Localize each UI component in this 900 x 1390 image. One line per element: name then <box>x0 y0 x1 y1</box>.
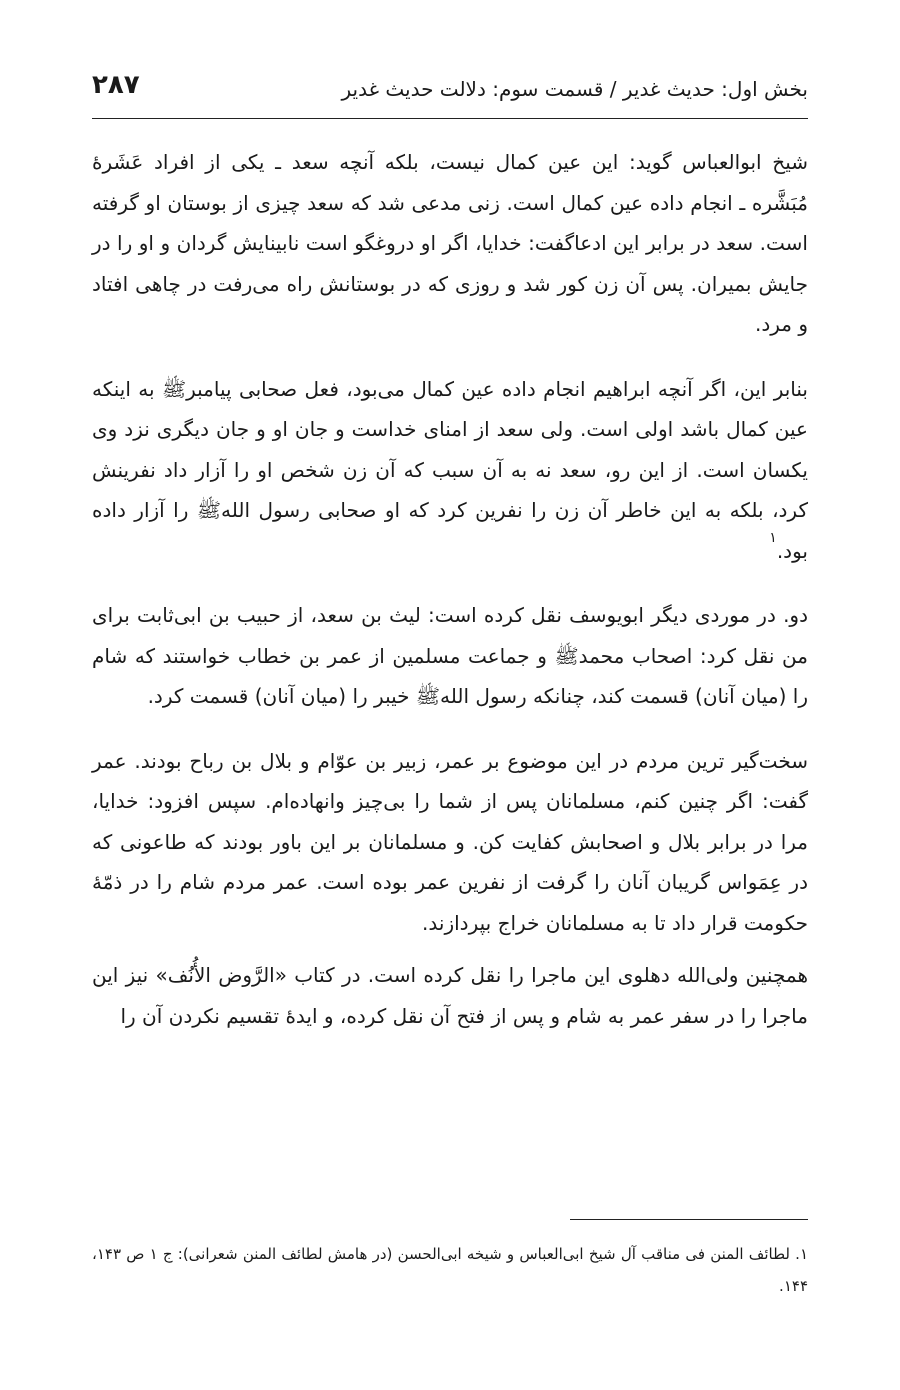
footnote-rule <box>570 1219 808 1220</box>
main-text <box>92 142 808 1060</box>
paragraph-3: دو. در موردی دیگر ابویوسف نقل کرده است: لیث بن سعد، از حبیب بن ابی‌ثابت برای من نقل کرد: اصحاب محمدﷺ و جماعت مسلمین از عمر بن خطاب خواستند که شام را (میان آنان) قسمت کند، چنانکه رسول اللهﷺ خیبر را (میان آنان) قسمت کرد. <box>92 603 808 708</box>
running-header <box>92 66 808 116</box>
paragraph-1: شیخ ابوالعباس گوید: این عین کمال نیست، بلکه آنچه سعد ـ یکی از افراد عَشَرهٔ مُبَشَّره ـ انجام داده عین کمال است. زنی مدعی شد که سعد چیزی از بوستان او گرفته است. سعد در برابر این ادعاگفت: خدایا، اگر او دروغگو است نابینایش گردان و او را در جایش بمیران. پس آن زن کور شد و روزی که در بوستانش راه می‌رفت در چاهی افتاد و مرد. <box>92 150 808 336</box>
running-title: بخش اول: حدیث غدیر / قسمت سوم: دلالت حدیث غدیر <box>341 77 808 101</box>
header-rule <box>92 118 808 119</box>
footnote: ۱. لطائف المنن فی مناقب آل شیخ ابی‌العباس و شیخه ابی‌الحسن (در هامش لطائف المنن شعرانی): ج ۱ ص ۱۴۳، ۱۴۴. <box>92 1245 808 1295</box>
page-number: ۲۸۷ <box>92 70 140 100</box>
paragraph-2-text: بنابر این، اگر آنچه ابراهیم انجام داده عین کمال می‌بود، فعل صحابی پیامبرﷺ به اینکه عین کمال باشد اولی است. ولی سعد از امنای خداست و جان او و جان دیگری نزد وی یکسان است. از این رو، سعد نه به آن سبب که آن زن شخص او را آزار داد نفرینش کرد، بلکه به این خاطر آن زن را نفرین کرد که او صحابی رسول اللهﷺ را آزار داده بود. <box>92 376 808 563</box>
paragraph-4: سخت‌گیر ترین مردم در این موضوع بر عمر، زبیر بن عوّام و بلال بن رباح بودند. عمر گفت: اگر چنین کنم، مسلمانان پس از شما را بی‌چیز وانهاده‌ام. سپس افزود: خدایا، مرا در برابر بلال و اصحابش کفایت کن. و مسلمانان بر این باور بودند که طاعونی که در عِمَواس گریبان آنان را گرفت از نفرین عمر بوده است. عمر مردم شام را در ذمّهٔ حکومت قرار داد تا به مسلمانان خراج بپردازند. <box>92 748 808 935</box>
paragraph-2 <box>92 369 808 572</box>
paragraph-5: همچنین ولی‌الله دهلوی این ماجرا را نقل کرده است. در کتاب «الرَّوض الأُنُف» نیز این ماجرا را در سفر عمر به شام و پس از فتح آن نقل کرده، و ایدهٔ تقسیم نکردن آن را <box>92 963 808 1028</box>
footnote-marker: ۱ <box>769 529 777 546</box>
